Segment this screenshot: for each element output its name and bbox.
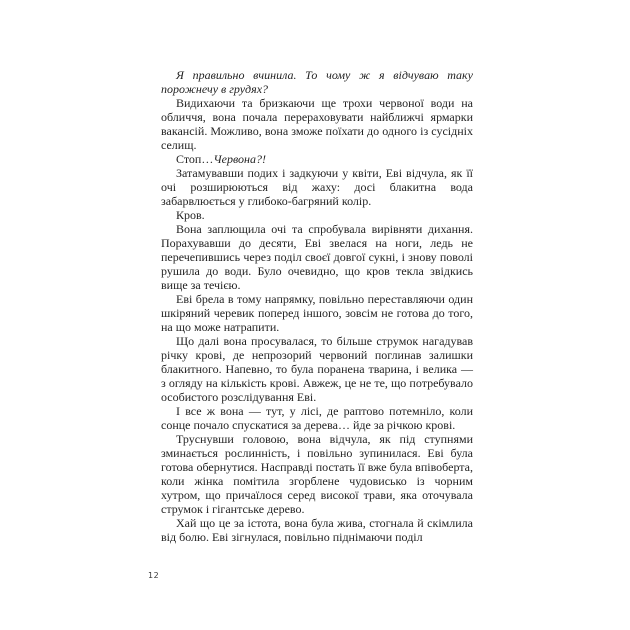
paragraph: [161, 516, 473, 544]
italic-text-segment: Червона?!: [213, 152, 266, 166]
page-number: 12: [148, 571, 160, 580]
text-segment: Кров.: [176, 208, 205, 222]
paragraph: [161, 292, 473, 334]
paragraph: [161, 208, 473, 222]
paragraph: [161, 152, 473, 166]
text-segment: Труснувши головою, вона відчула, як під ступнями зминається рослинність, і повільно зупинилася. Еві була готова обернутися. Насправді постать її вже була впівоберта, коли жінка помітила згорблене чудовисько із чорним хутром, що причаїлося серед високої трави, яка оточувала струмок і гігантське дерево.: [161, 432, 473, 516]
text-segment: Вона заплющила очі та спробувала вирівняти дихання. Порахувавши до десяти, Еві звелася на ноги, ледь не перечепившись через поділ своєї довгої сукні, і знову поволі рушила до води. Було очевидно, що кров текла звідкись вище за течією.: [161, 222, 473, 292]
paragraph: [161, 432, 473, 516]
text-segment: І все ж вона — тут, у лісі, де раптово потемніло, коли сонце почало спускатися за дерева… йде за річкою крові.: [161, 404, 473, 432]
paragraph: [161, 96, 473, 152]
paragraph: [161, 68, 473, 96]
text-segment: Затамувавши подих і задкуючи у квіти, Еві відчула, як її очі розширюються від жаху: досі блакитна вода забарвлюється у глибоко-багряний колір.: [161, 166, 473, 208]
text-segment: Хай що це за істота, вона була жива, стогнала й скімлила від болю. Еві зігнулася, повільно піднімаючи поділ: [161, 516, 473, 544]
italic-text-segment: Я правильно вчинила. То чому ж я відчуваю таку порожнечу в грудях?: [161, 68, 473, 96]
text-segment: Видихаючи та бризкаючи ще трохи червоної води на обличчя, вона почала перераховувати найближчі ярмарки вакансій. Можливо, вона зможе поїхати до одного із сусідніх селищ.: [161, 96, 473, 152]
text-segment: Стоп…: [176, 152, 214, 166]
paragraph: [161, 222, 473, 292]
paragraph: [161, 334, 473, 404]
paragraph: [161, 404, 473, 432]
text-block: [161, 68, 473, 544]
text-segment: Еві брела в тому напрямку, повільно переставляючи один шкіряний черевик поперед іншого, зовсім не готова до того, на що може натрапити.: [161, 292, 473, 334]
paragraph: [161, 166, 473, 208]
text-segment: Що далі вона просувалася, то більше струмок нагадував річку крові, де непрозорий червоний поглинав залишки блакитного. Напевно, то була поранена тварина, і велика — з огляду на кількість крові. Авжеж, це не те, що потребувало особистого розслідування Еві.: [161, 334, 473, 404]
